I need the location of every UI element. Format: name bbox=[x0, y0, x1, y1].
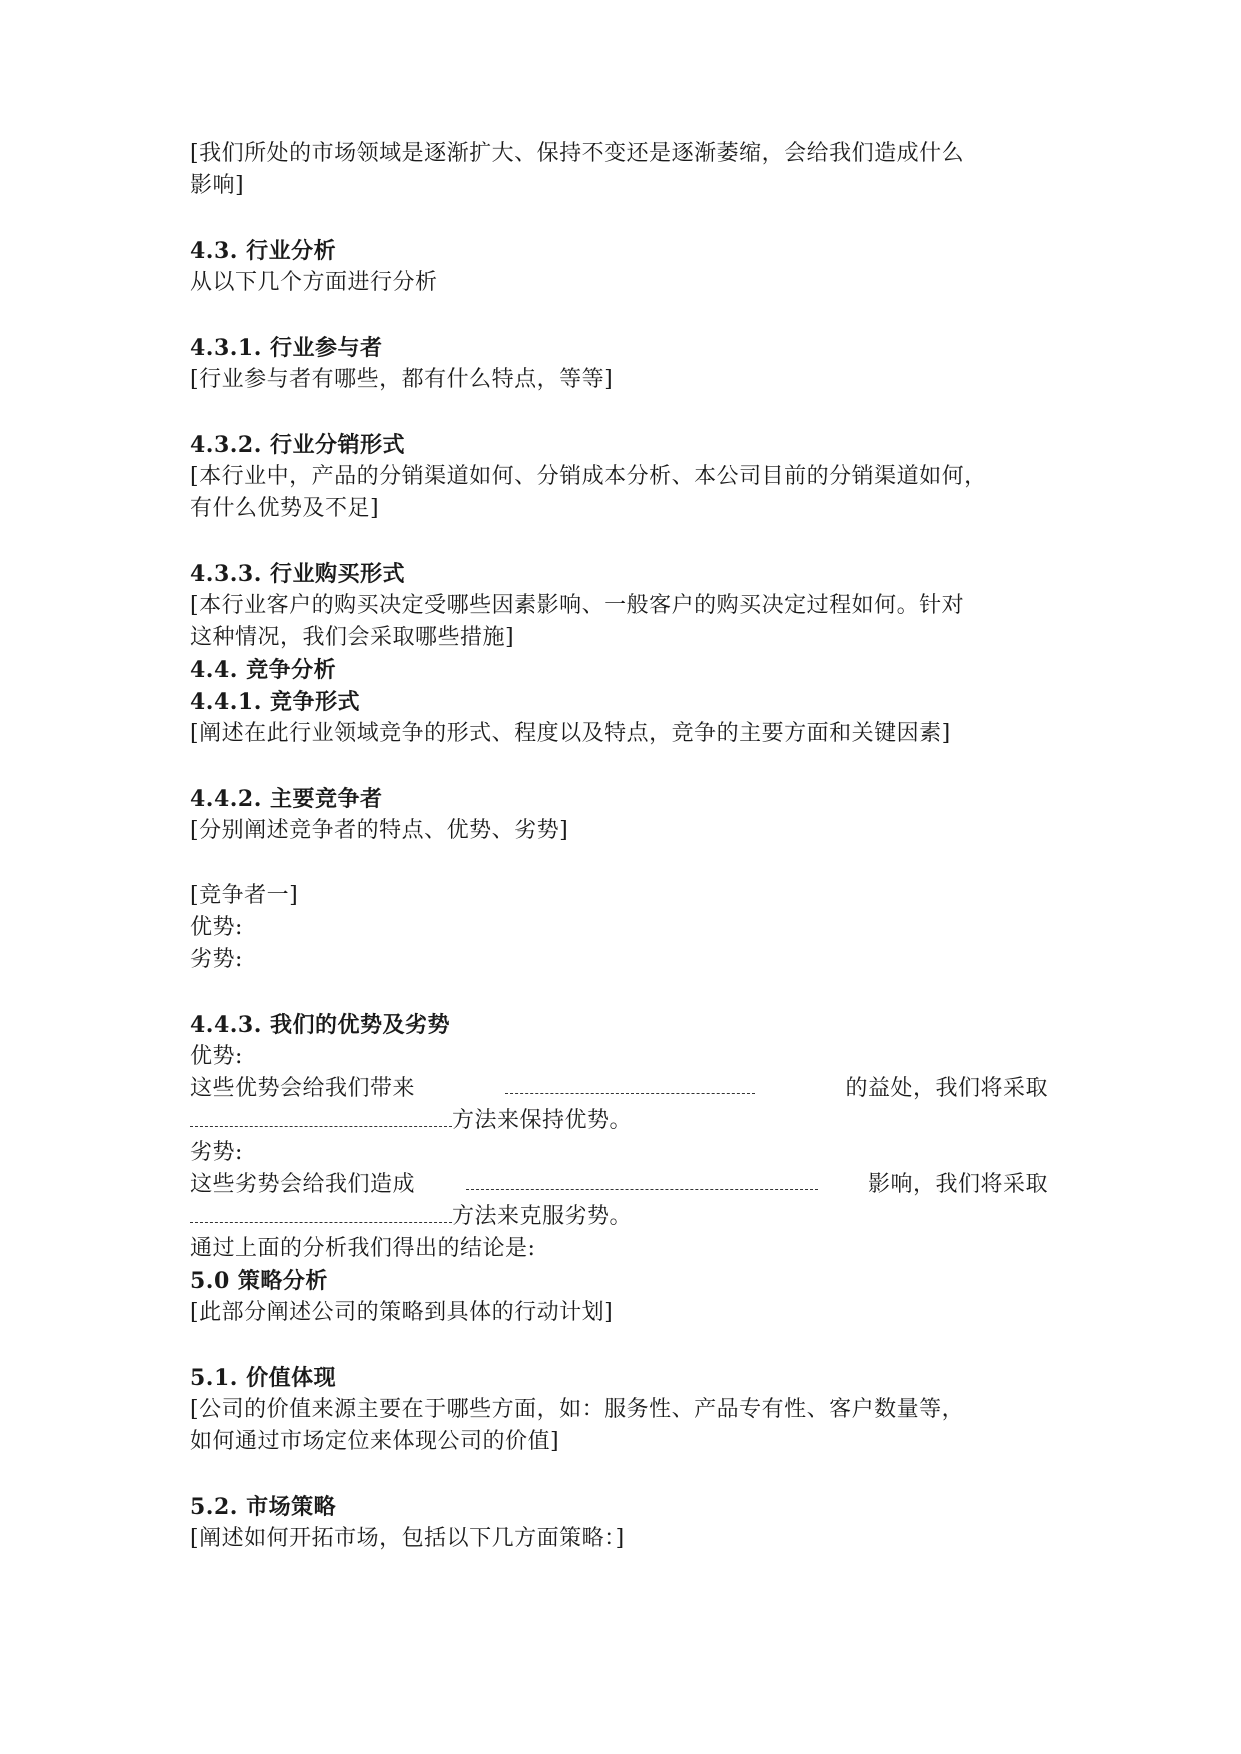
disadvantage-method-text: 方法来克服劣势。 bbox=[452, 1204, 633, 1229]
advantage-benefit-blank[interactable] bbox=[505, 1073, 755, 1094]
heading-4-4: 4.4. 竞争分析 bbox=[190, 657, 337, 683]
heading-4-3-3: 4.3.3. 行业购买形式 bbox=[190, 561, 406, 587]
disadvantage-sentence bbox=[190, 1169, 1048, 1201]
disadvantage-sentence-end: 影响，我们将采取 bbox=[867, 1172, 1048, 1197]
paragraph-4-4-2: [分别阐述竞争者的特点、优势、劣势] bbox=[190, 818, 569, 843]
heading-5-0: 5.0 策略分析 bbox=[190, 1268, 328, 1294]
advantage-method-blank[interactable] bbox=[190, 1106, 452, 1127]
paragraph-5-2: [阐述如何开拓市场，包括以下几方面策略：] bbox=[190, 1526, 625, 1551]
paragraph-4-3-2: [本行业中，产品的分销渠道如何、分销成本分析、本公司目前的分销渠道如何， bbox=[190, 464, 987, 489]
competitor-advantage-label: 优势: bbox=[190, 915, 243, 940]
paragraph-4-3: 从以下几个方面进行分析 bbox=[190, 270, 438, 295]
our-advantage-label: 优势: bbox=[190, 1044, 243, 1069]
heading-5-1: 5.1. 价值体现 bbox=[190, 1365, 337, 1391]
heading-4-4-1: 4.4.1. 竞争形式 bbox=[190, 689, 361, 715]
conclusion-line: 通过上面的分析我们得出的结论是: bbox=[190, 1236, 536, 1261]
competitor-one-label: [竞争者一] bbox=[190, 883, 299, 908]
heading-4-3-2: 4.3.2. 行业分销形式 bbox=[190, 432, 406, 458]
heading-4-4-2: 4.4.2. 主要竞争者 bbox=[190, 786, 383, 812]
competitor-disadvantage-label: 劣势: bbox=[190, 947, 243, 972]
advantage-sentence-cont bbox=[190, 1105, 1050, 1137]
heading-4-4-3: 4.4.3. 我们的优势及劣势 bbox=[190, 1012, 451, 1038]
paragraph-4-4-1: [阐述在此行业领域竞争的形式、程度以及特点，竞争的主要方面和关键因素] bbox=[190, 721, 951, 746]
disadvantage-method-blank[interactable] bbox=[190, 1202, 452, 1223]
disadvantage-sentence-start: 这些劣势会给我们造成 bbox=[190, 1172, 416, 1197]
heading-5-2: 5.2. 市场策略 bbox=[190, 1494, 337, 1520]
advantage-sentence-start: 这些优势会给我们带来 bbox=[190, 1076, 416, 1101]
advantage-sentence bbox=[190, 1073, 1048, 1105]
paragraph-5-1: [公司的价值来源主要在于哪些方面，如：服务性、产品专有性、客户数量等， bbox=[190, 1397, 965, 1422]
paragraph-5-1-cont: 如何通过市场定位来体现公司的价值] bbox=[190, 1429, 560, 1454]
paragraph-4-3-3-cont: 这种情况，我们会采取哪些措施] bbox=[190, 625, 515, 650]
disadvantage-impact-blank[interactable] bbox=[466, 1169, 818, 1190]
paragraph-market-trend: [我们所处的市场领域是逐渐扩大、保持不变还是逐渐萎缩，会给我们造成什么 bbox=[190, 141, 965, 166]
disadvantage-sentence-cont bbox=[190, 1201, 1050, 1233]
document-page bbox=[190, 138, 1050, 1555]
paragraph-5-0: [此部分阐述公司的策略到具体的行动计划] bbox=[190, 1300, 614, 1325]
advantage-method-text: 方法来保持优势。 bbox=[452, 1108, 633, 1133]
advantage-sentence-end: 的益处，我们将采取 bbox=[845, 1076, 1048, 1101]
paragraph-4-3-1: [行业参与者有哪些，都有什么特点，等等] bbox=[190, 367, 614, 392]
paragraph-market-trend-cont: 影响] bbox=[190, 173, 245, 198]
heading-4-3-1: 4.3.1. 行业参与者 bbox=[190, 335, 383, 361]
our-disadvantage-label: 劣势: bbox=[190, 1140, 243, 1165]
paragraph-4-3-2-cont: 有什么优势及不足] bbox=[190, 496, 380, 521]
paragraph-4-3-3: [本行业客户的购买决定受哪些因素影响、一般客户的购买决定过程如何。针对 bbox=[190, 593, 965, 618]
heading-4-3: 4.3. 行业分析 bbox=[190, 238, 337, 264]
